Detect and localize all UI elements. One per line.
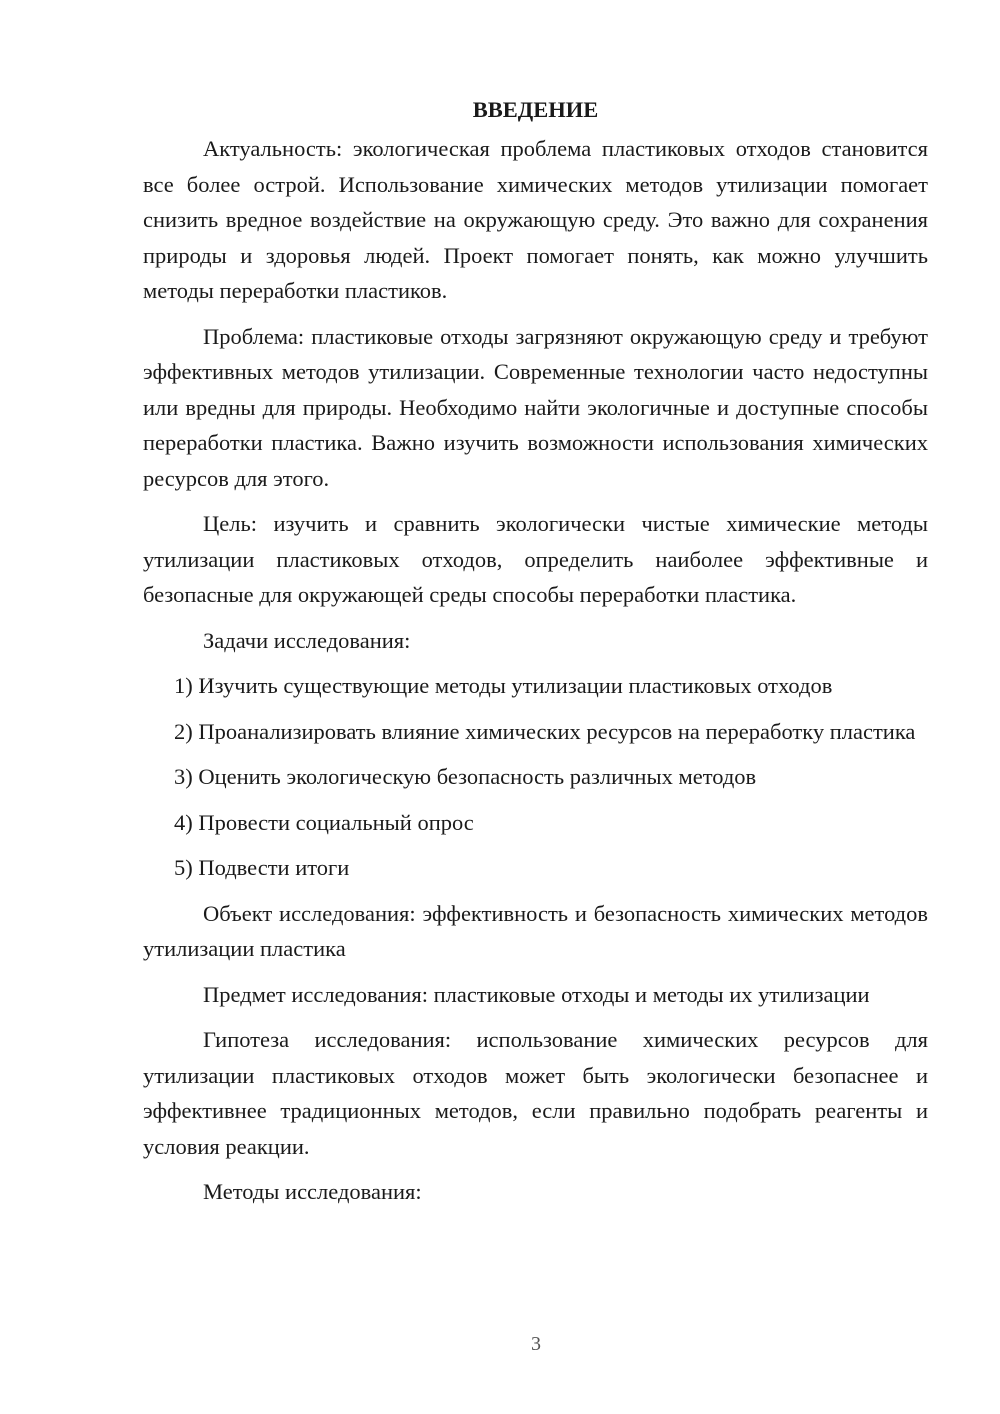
task-item: 5) Подвести итоги (174, 855, 350, 880)
methods-heading: Методы исследования: (203, 1179, 422, 1204)
task-item: 3) Оценить экологическую безопасность различных методов (174, 764, 757, 789)
page-number: 3 (531, 1333, 541, 1355)
hypothesis-paragraph: Гипотеза исследования: использование химических ресурсов для утилизации пластиковых отходов может быть экологически безопаснее и эффективнее традиционных методов, если правильно подобрать реагенты и условия реакции. (143, 1027, 928, 1159)
subject-paragraph: Предмет исследования: пластиковые отходы и методы их утилизации (203, 981, 870, 1007)
tasks-heading: Задачи исследования: (203, 627, 411, 653)
object-paragraph: Объект исследования: эффективность и безопасность химических методов утилизации пластика (143, 900, 928, 961)
relevance-paragraph: Актуальность: экологическая проблема пластиковых отходов становится все более острой. Использование химических методов утилизации помогает снизить вредное воздействие на окружающую среду. Это важно для сохранения природы и здоровья людей. Проект помогает понять, как можно улучшить методы переработки пластиков. (143, 136, 928, 303)
task-item: 4) Провести социальный опрос (174, 809, 474, 835)
page-title: ВВЕДЕНИЕ (472, 97, 599, 122)
task-item: 1) Изучить существующие методы утилизации пластиковых отходов (174, 673, 833, 698)
document-page (143, 92, 928, 1220)
problem-paragraph: Проблема: пластиковые отходы загрязняют окружающую среду и требуют эффективных методов утилизации. Современные технологии часто недоступны или вредны для природы. Необходимо найти экологичные и доступные способы переработки пластика. Важно изучить возможности использования химических ресурсов для этого. (143, 323, 928, 491)
goal-paragraph: Цель: изучить и сравнить экологически чистые химические методы утилизации пластиковых отходов, определить наиболее эффективные и безопасные для окружающей среды способы переработки пластика. (143, 511, 928, 607)
task-item: 2) Проанализировать влияние химических ресурсов на переработку пластика (174, 718, 916, 744)
